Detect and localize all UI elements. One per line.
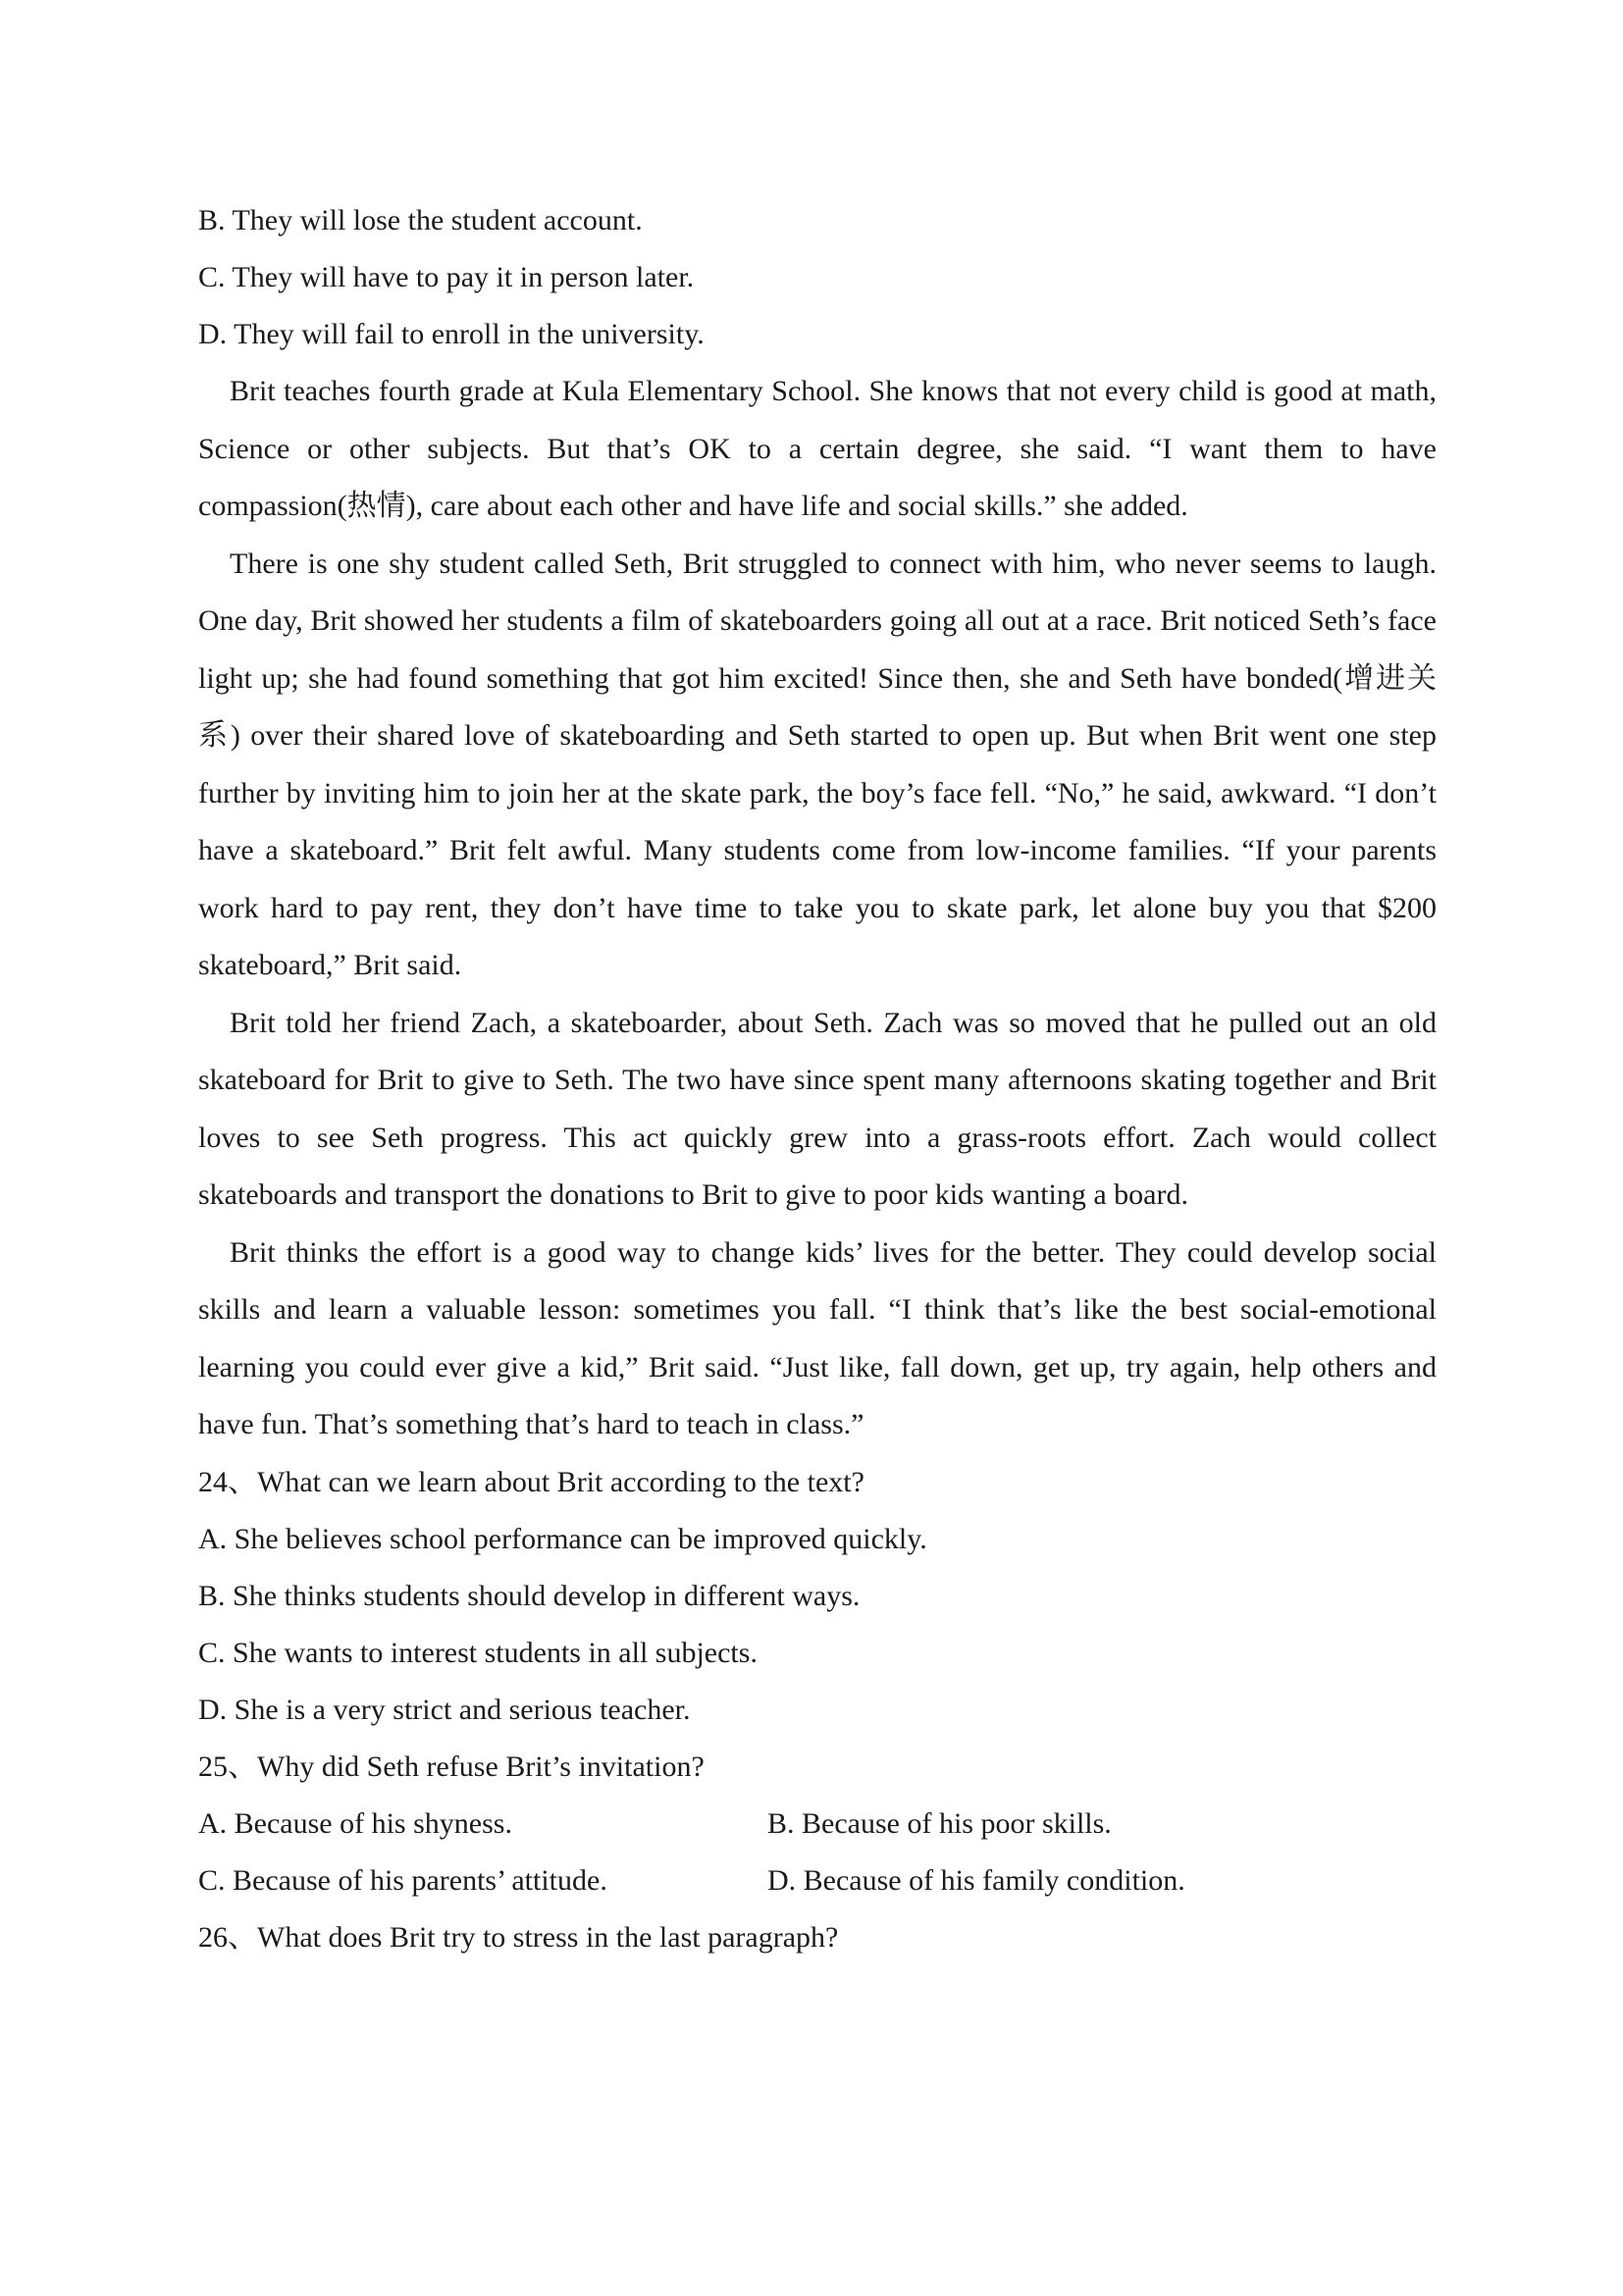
question-24: 24、What can we learn about Brit according to the text? — [198, 1465, 864, 1498]
question-24-option-c: C. She wants to interest students in all subjects. — [198, 1636, 758, 1669]
passage-paragraph-2: There is one shy student called Seth, Brit struggled to connect with him, who never seems to laugh. One day, Brit showed her students a film of skateboarders going all out at a race. Brit noticed Seth’s face light up; she had found something that got him excited! Since then, she and Seth have bonded(增进关系) over their shared love of skateboarding and Seth started to open up. But when Brit went one step further by inviting him to join her at the skate park, the boy’s face fell. “No,” he said, awkward. “I don’t have a skateboard.” Brit felt awful. Many students come from low-income families. “If your parents work hard to pay rent, they don’t have time to take you to skate park, let alone buy you that $200 skateboard,” Brit said. — [198, 547, 1437, 981]
question-24-option-b: B. She thinks students should develop in different ways. — [198, 1579, 861, 1612]
prev-question-option-c: C. They will have to pay it in person later. — [198, 261, 695, 293]
passage-paragraph-1: Brit teaches fourth grade at Kula Elementary School. She knows that not every child is good at math, Science or other subjects. But that’s OK to a certain degree, she said. “I want them to have compassion(热情), care about each other and have life and social skills.” she added. — [198, 375, 1437, 522]
question-25: 25、Why did Seth refuse Brit’s invitation? — [198, 1749, 705, 1783]
question-26: 26、What does Brit try to stress in the last paragraph? — [198, 1920, 839, 1954]
question-24-option-d: D. She is a very strict and serious teacher. — [198, 1693, 691, 1726]
question-25-option-a: A. Because of his shyness. — [198, 1806, 512, 1840]
prev-question-option-d: D. They will fail to enroll in the university. — [198, 318, 705, 350]
question-25-option-b: B. Because of his poor skills. — [767, 1806, 1112, 1840]
document-content — [198, 192, 1437, 1966]
prev-question-option-b: B. They will lose the student account. — [198, 204, 643, 236]
passage-paragraph-4: Brit thinks the effort is a good way to change kids’ lives for the better. They could develop social skills and learn a valuable lesson: sometimes you fall. “I think that’s like the best social-emotional learning you could ever give a kid,” Brit said. “Just like, fall down, get up, try again, help others and have fun. That’s something that’s hard to teach in class.” — [198, 1235, 1437, 1440]
question-24-option-a: A. She believes school performance can be improved quickly. — [198, 1522, 927, 1555]
question-25-options-row-2 — [198, 1852, 1437, 1909]
question-25-option-c: C. Because of his parents’ attitude. — [198, 1863, 607, 1897]
passage-paragraph-3: Brit told her friend Zach, a skateboarder, about Seth. Zach was so moved that he pulled out an old skateboard for Brit to give to Seth. The two have since spent many afternoons skating together and Brit loves to see Seth progress. This act quickly grew into a grass-roots effort. Zach would collect skateboards and transport the donations to Brit to give to poor kids wanting a board. — [198, 1006, 1437, 1211]
question-25-option-d: D. Because of his family condition. — [767, 1863, 1185, 1897]
question-25-options-row-1 — [198, 1796, 1437, 1852]
